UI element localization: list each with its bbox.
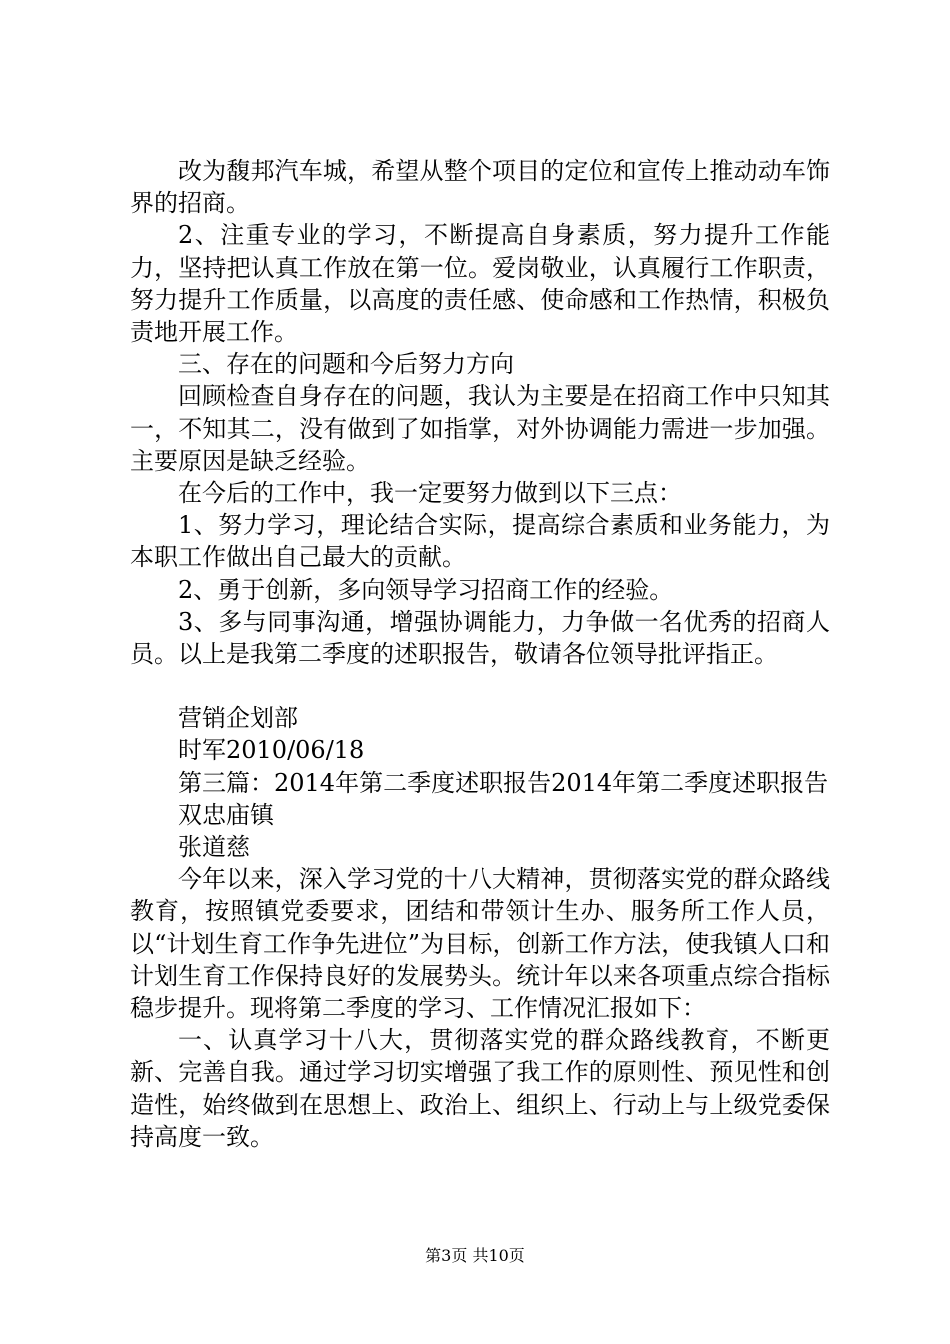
- signature-name-date: 时军2010/06/18: [178, 736, 365, 765]
- paragraph: 一、认真学习十八大，贯彻落实党的群众路线教育，不断更新、完善自我。通过学习切实增强了我工作的原则性、预见性和创造性，始终做到在思想上、政治上、组织上、行动上与上级党委保持高度一致。: [130, 1026, 830, 1151]
- paragraph: 在今后的工作中，我一定要努力做到以下三点：: [178, 479, 682, 508]
- paragraph: 回顾检查自身存在的问题，我认为主要是在招商工作中只知其一，不知其二，没有做到了如指掌，对外协调能力需进一步加强。主要原因是缺乏经验。: [130, 382, 830, 475]
- section-title: 第三篇：2014年第二季度述职报告2014年第二季度述职报告: [178, 768, 829, 797]
- paragraph: 改为馥邦汽车城，希望从整个项目的定位和宣传上推动动车饰界的招商。: [130, 157, 830, 218]
- signature-department: 营销企划部: [178, 704, 298, 733]
- author-town: 双忠庙镇: [178, 800, 274, 829]
- list-item: 2、勇于创新，多向领导学习招商工作的经验。: [178, 575, 674, 604]
- section-heading: 三、存在的问题和今后努力方向: [178, 350, 514, 379]
- blank-line: [130, 670, 830, 702]
- document-body: [130, 155, 830, 1153]
- author-name: 张道慈: [178, 833, 250, 862]
- page-number-footer: 第3页 共10页: [425, 1246, 525, 1265]
- list-item: 3、多与同事沟通，增强协调能力，力争做一名优秀的招商人员。以上是我第二季度的述职报告，敬请各位领导批评指正。: [130, 607, 830, 669]
- paragraph: 今年以来，深入学习党的十八大精神，贯彻落实党的群众路线教育，按照镇党委要求，团结和带领计生办、服务所工作人员，以“计划生育工作争先进位”为目标，创新工作方法，使我镇人口和计划生育工作保持良好的发展势头。统计年以来各项重点综合指标稳步提升。现将第二季度的学习、工作情况汇报如下：: [130, 865, 830, 1023]
- list-item: 1、努力学习，理论结合实际，提高综合素质和业务能力，为本职工作做出自己最大的贡献。: [130, 511, 830, 572]
- paragraph: 2、注重专业的学习，不断提高自身素质，努力提升工作能力，坚持把认真工作放在第一位。爱岗敬业，认真履行工作职责，努力提升工作质量，以高度的责任感、使命感和工作热情，积极负责地开展工作。: [130, 221, 830, 347]
